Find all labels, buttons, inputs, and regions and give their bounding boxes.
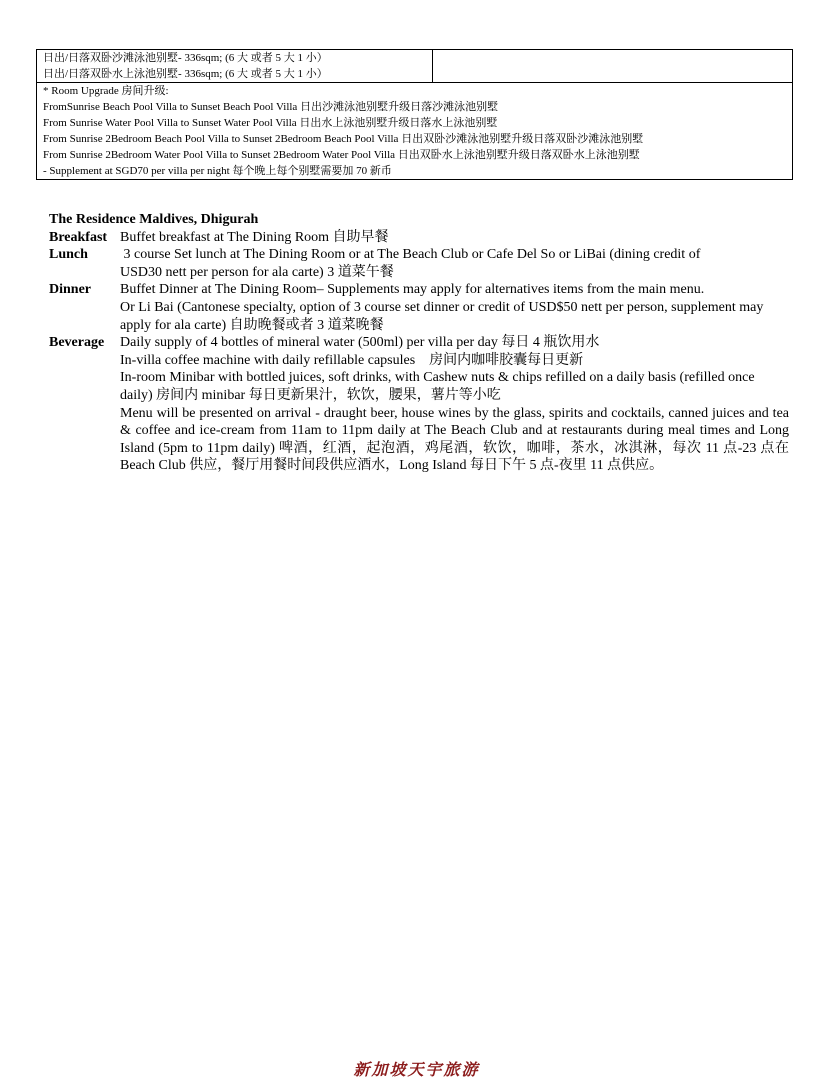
- villa-type-line: 日出/日落双卧水上泳池别墅- 336sqm; (6 大 或者 5 大 1 小）: [43, 68, 328, 80]
- upgrade-line: FromSunrise Beach Pool Villa to Sunset Beach Pool Villa 日出沙滩泳池别墅升级日落沙滩泳池别墅: [43, 101, 499, 113]
- table-row: [37, 83, 793, 180]
- dinner-content: [120, 281, 789, 334]
- upgrade-line: From Sunrise 2Bedroom Water Pool Villa to Sunset 2Bedroom Water Pool Villa 日出双卧水上泳池别墅升级日落双卧水上泳池别墅: [43, 149, 640, 161]
- room-upgrade-cell: [37, 83, 793, 180]
- upgrade-line: From Sunrise Water Pool Villa to Sunset Water Pool Villa 日出水上泳池别墅升级日落水上泳池别墅: [43, 117, 498, 129]
- beverage-text: In-villa coffee machine with daily refillable capsules 房间内咖啡胶囊每日更新: [120, 352, 584, 368]
- beverage-text: Daily supply of 4 bottles of mineral water (500ml) per villa per day 每日 4 瓶饮用水: [120, 335, 600, 351]
- empty-cell: [433, 50, 793, 83]
- beverage-label: Beverage: [49, 335, 105, 351]
- meal-plan-section: [49, 211, 789, 475]
- beverage-row: [49, 334, 789, 475]
- resort-title: The Residence Maldives, Dhigurah: [49, 212, 259, 227]
- dinner-label: Dinner: [49, 282, 91, 298]
- dinner-text: Buffet Dinner at The Dining Room– Supplements may apply for alternatives items from the main menu.: [120, 282, 705, 298]
- upgrade-line: From Sunrise 2Bedroom Beach Pool Villa to Sunset 2Bedroom Beach Pool Villa 日出双卧沙滩泳池别墅升级日落双卧沙滩泳池别墅: [43, 133, 644, 145]
- dinner-text: Or Li Bai (Cantonese specialty, option of 3 course set dinner or credit of USD$50 nett per person, supplement may apply for ala carte) 自助晚餐或者 3 道菜晚餐: [120, 299, 764, 333]
- lunch-text: 3 course Set lunch at The Dining Room or at The Beach Club or Cafe Del So or LiBai (dining credit of: [120, 247, 701, 263]
- breakfast-label: Breakfast: [49, 229, 108, 245]
- beverage-text: Menu will be presented on arrival - draught beer, house wines by the glass, spirits and cocktails, canned juices and tea & coffee and ice-cream from 11am to 11pm daily at The Beach Club and at restaurants during meal times and Long Island (5pm to 11pm daily) 啤酒，红酒，起泡酒，鸡尾酒，软饮，咖啡，茶水，冰淇淋，每次 11 点-23 点在 Beach Club 供应，餐厅用餐时间段供应酒水，Long Island 每日下午 5 点-夜里 11 点供应。: [120, 405, 789, 474]
- supplement-line: - Supplement at SGD70 per villa per night 每个晚上每个别墅需要加 70 新币: [43, 165, 392, 177]
- beverage-content: [120, 334, 789, 475]
- table-row: [37, 50, 793, 83]
- villa-type-line: 日出/日落双卧沙滩泳池别墅- 336sqm; (6 大 或者 5 大 1 小）: [43, 52, 328, 64]
- breakfast-row: [49, 229, 789, 247]
- dinner-row: [49, 281, 789, 334]
- room-upgrade-table: [36, 49, 793, 180]
- lunch-content: [120, 246, 789, 281]
- upgrade-heading: * Room Upgrade 房间升级:: [43, 85, 169, 97]
- breakfast-text: Buffet breakfast at The Dining Room 自助早餐: [120, 229, 389, 245]
- lunch-row: [49, 246, 789, 281]
- villa-type-cell: [37, 50, 433, 83]
- lunch-label: Lunch: [49, 247, 88, 263]
- beverage-text: In-room Minibar with bottled juices, soft drinks, with Cashew nuts & chips refilled on a daily basis (refilled once daily) 房间内 minibar 每日更新果汁，软饮，腰果，薯片等小吃: [120, 370, 755, 403]
- lunch-text: USD30 nett per person for ala carte) 3 道菜午餐: [120, 264, 394, 280]
- footer-brand: 新加坡天宇旅游: [353, 1060, 480, 1079]
